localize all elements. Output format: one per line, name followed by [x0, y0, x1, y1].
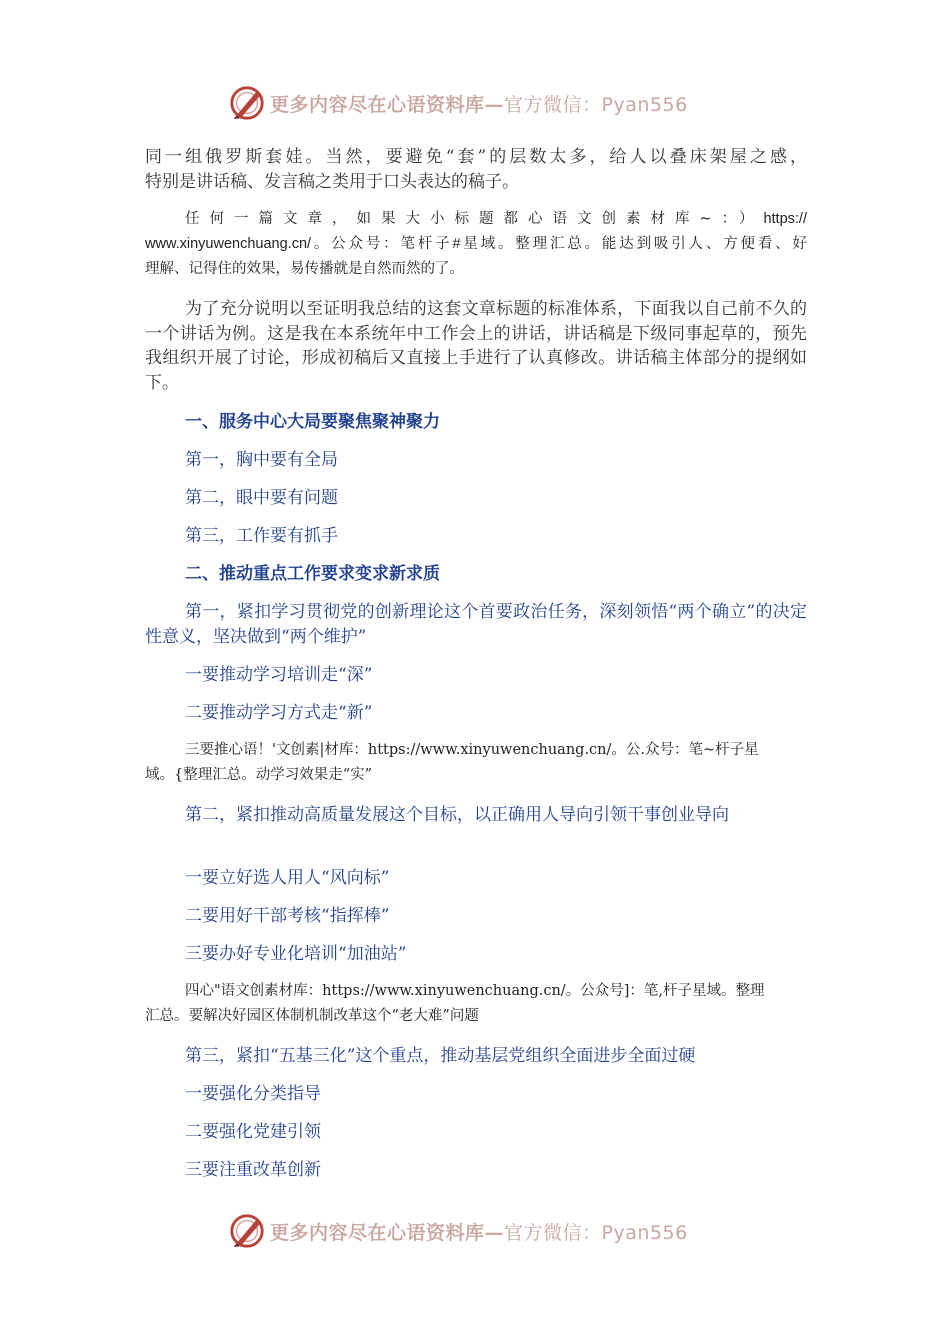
outline-item: 一要强化分类指导 — [185, 1084, 321, 1104]
footer-banner-text: 更多内容尽在心语资料库—官方微信：Pyan556 — [270, 1221, 688, 1244]
outline-item: 二要推动学习方式走“新” — [185, 703, 373, 723]
outline-item-watermarked: 三要推心语！'文创素|材库：https://www.xinyuwenchuang.cn/。公.众号：笔~杆子星 域。{整理汇总。动学习效果走“实” — [145, 742, 759, 783]
footer-banner — [228, 1211, 688, 1251]
outline-item: 第二，眼中要有问题 — [185, 488, 338, 508]
heading-2 — [145, 562, 807, 587]
header-banner — [228, 83, 688, 123]
paragraph-3 — [145, 297, 807, 395]
header-banner-text: 更多内容尽在心语资料库—官方微信：Pyan556 — [270, 93, 688, 116]
pen-logo-icon — [228, 84, 266, 122]
pen-logo-icon — [228, 1212, 266, 1250]
text-line: 理解、记得住的效果，易传播就是自然而然的了。 — [145, 261, 464, 277]
text-line: 同一组俄罗斯套娃。当然，要避免“套”的层数太多，给人以叠床架屋之感， — [145, 147, 807, 167]
paragraph-1 — [145, 145, 807, 194]
outline-item: 二要强化党建引领 — [185, 1122, 321, 1142]
subheading: 第三，紧扣“五基三化”这个重点，推动基层党组织全面进步全面过硬 — [185, 1046, 696, 1066]
outline-item: 三要注重改革创新 — [185, 1160, 321, 1180]
outline-item: 第一，胸中要有全局 — [185, 450, 338, 470]
subheading: 第二，紧扣推动高质量发展这个目标，以正确用人导向引领干事创业导向 — [185, 805, 729, 825]
outline-item: 一要推动学习培训走“深” — [185, 665, 373, 685]
paragraph-2 — [145, 207, 807, 282]
outline-item-watermarked: 四心"语文创素材库：https://www.xinyuwenchuang.cn/。公众号]：笔,杆子星域。整理 汇总。要解决好园区体制机制改革这个“老大难”问题 — [145, 983, 765, 1024]
text-line: 特别是讲话稿、发言稿之类用于口头表达的稿子。 — [145, 171, 519, 192]
heading-1 — [145, 410, 807, 435]
section-heading: 一、服务中心大局要聚焦聚神聚力 — [185, 412, 440, 432]
outline-item: 一要立好选人用人“风向标” — [185, 868, 390, 888]
text-line: 任何一篇文章，如果大小标题都心语文创素材库~：）https:// — [185, 211, 807, 227]
outline-item: 第三，工作要有抓手 — [185, 526, 338, 546]
text-line: www.xinyuwenchuang.cn/。公众号：笔杆子#星域。整理汇总。能达到吸引人、方便看、好 — [145, 236, 807, 252]
section-heading: 二、推动重点工作要求变求新求质 — [185, 564, 440, 584]
text-block: 为了充分说明以至证明我总结的这套文章标题的标准体系，下面我以自己前不久的一个讲话为例。这是我在本系统年中工作会上的讲话，讲话稿是下级同事起草的，预先我组织开展了讨论，形成初稿后又直接上手进行了认真修改。讲话稿主体部分的提纲如下。 — [145, 299, 807, 393]
outline-item: 二要用好干部考核“指挥棒” — [185, 906, 390, 926]
outline-item: 三要办好专业化培训“加油站” — [185, 944, 407, 964]
subheading: 第一，紧扣学习贯彻党的创新理论这个首要政治任务，深刻领悟“两个确立”的决定性意义，坚决做到“两个维护” — [145, 602, 807, 647]
